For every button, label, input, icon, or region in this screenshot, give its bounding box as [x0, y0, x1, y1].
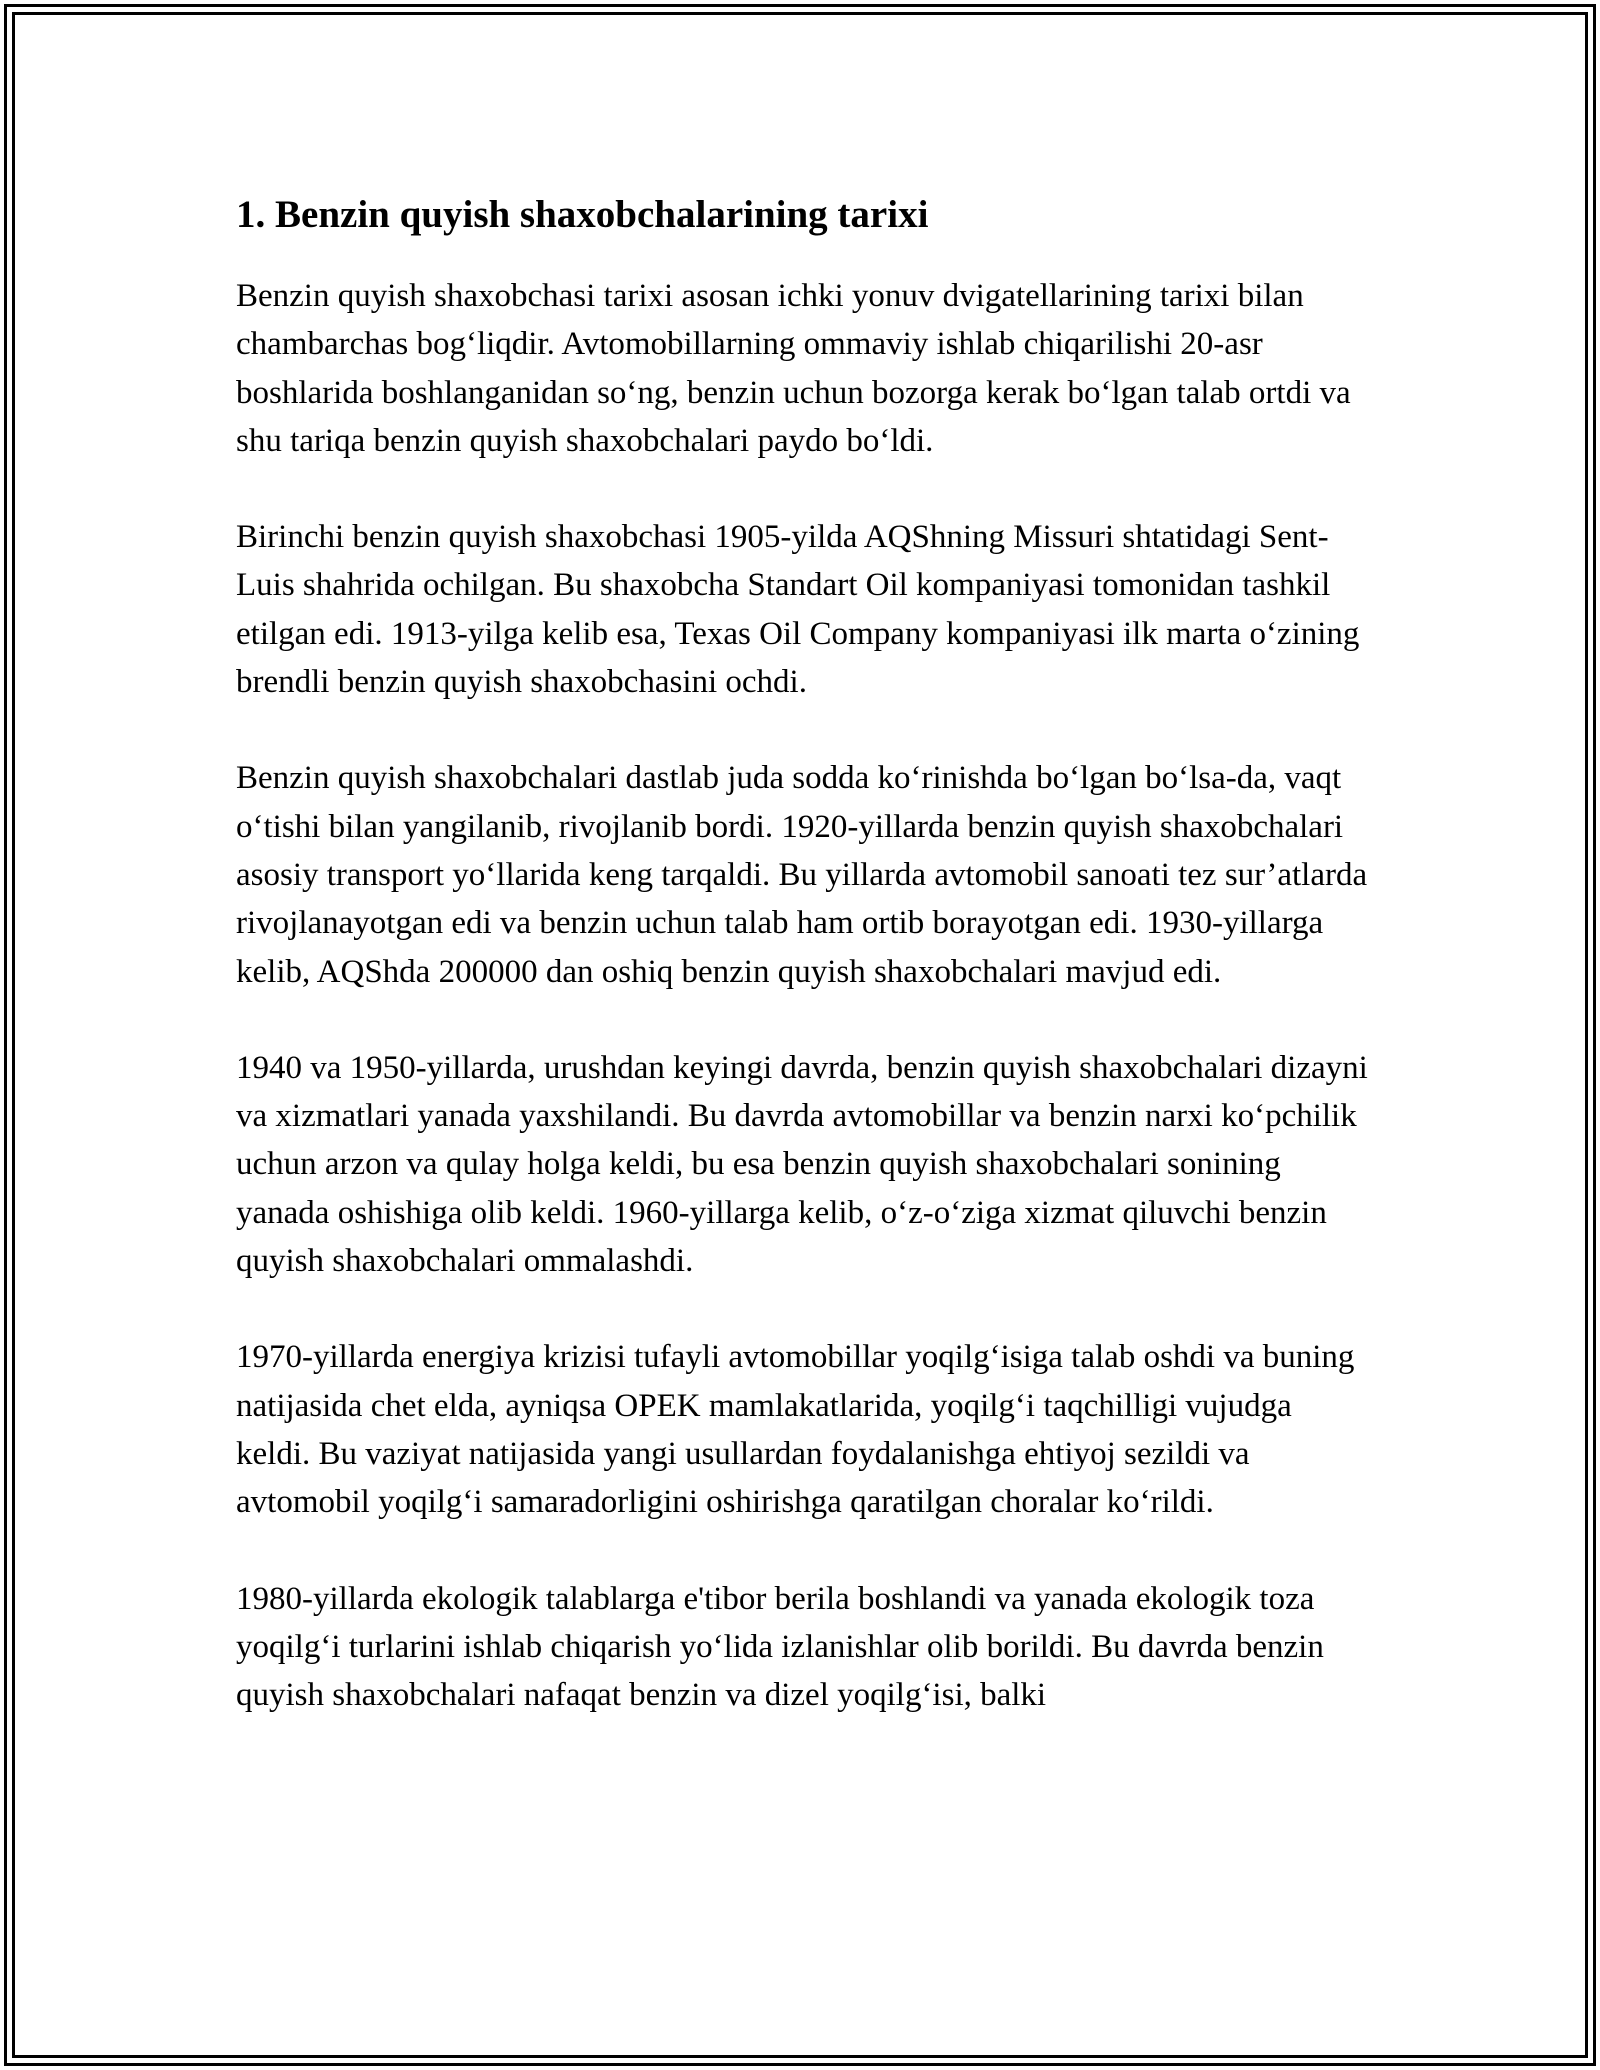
section-heading: 1. Benzin quyish shaxobchalarining tarixi [236, 193, 929, 236]
paragraph-5: 1970-yillarda energiya krizisi tufayli avtomobillar yoqilg‘isiga talab oshdi va buning natijasida chet elda, ayniqsa OPEK mamlakatlarida, yoqilg‘i taqchilligi vujudga keldi. Bu vaziyat natijasida yangi usullardan foydalanishga ehtiyoj sezildi va avtomobil yoqilg‘i samaradorligini oshirishga qaratilgan choralar ko‘rildi. [236, 1339, 1355, 1521]
paragraph-3: Benzin quyish shaxobchalari dastlab juda sodda ko‘rinishda bo‘lgan bo‘lsa-da, vaqt o‘tishi bilan yangilanib, rivojlanib bordi. 1920-yillarda benzin quyish shaxobchalari asosiy transport yo‘llarida keng tarqaldi. Bu yillarda avtomobil sanoati tez sur’atlarda rivojlanayotgan edi va benzin uchun talab ham ortib borayotgan edi. 1930-yillarga kelib, AQShda 200000 dan oshiq benzin quyish shaxobchalari mavjud edi. [236, 760, 1368, 990]
paragraph-4: 1940 va 1950-yillarda, urushdan keyingi davrda, benzin quyish shaxobchalari dizayni va xizmatlari yanada yaxshilandi. Bu davrda avtomobillar va benzin narxi ko‘pchilik uchun arzon va qulay holga keldi, bu esa benzin quyish shaxobchalari sonining yanada oshishiga olib keldi. 1960-yillarga kelib, o‘z-o‘ziga xizmat qiluvchi benzin quyish shaxobchalari ommalashdi. [236, 1049, 1368, 1280]
paragraph-1: Benzin quyish shaxobchasi tarixi asosan ichki yonuv dvigatellarining tarixi bilan chambarchas bog‘liqdir. Avtomobillarning ommaviy ishlab chiqarilishi 20-asr boshlarida boshlanganidan so‘ng, benzin uchun bozorga kerak bo‘lgan talab ortdi va shu tariqa benzin quyish shaxobchalari paydo bo‘ldi. [236, 278, 1351, 459]
paragraph-6: 1980-yillarda ekologik talablarga e'tibor berila boshlandi va yanada ekologik toza yoqilg‘i turlarini ishlab chiqarish yo‘lida izlanishlar olib borildi. Bu davrda benzin quyish shaxobchalari nafaqat benzin va dizel yoqilg‘isi, balki [236, 1580, 1324, 1714]
paragraph-2: Birinchi benzin quyish shaxobchasi 1905-yilda AQShning Missuri shtatidagi Sent-Luis shahrida ochilgan. Bu shaxobcha Standart Oil kompaniyasi tomonidan tashkil etilgan edi. 1913-yilga kelib esa, Texas Oil Company kompaniyasi ilk marta o‘zining brendli benzin quyish shaxobchasini ochdi. [236, 519, 1360, 701]
document-body [236, 186, 1374, 1767]
